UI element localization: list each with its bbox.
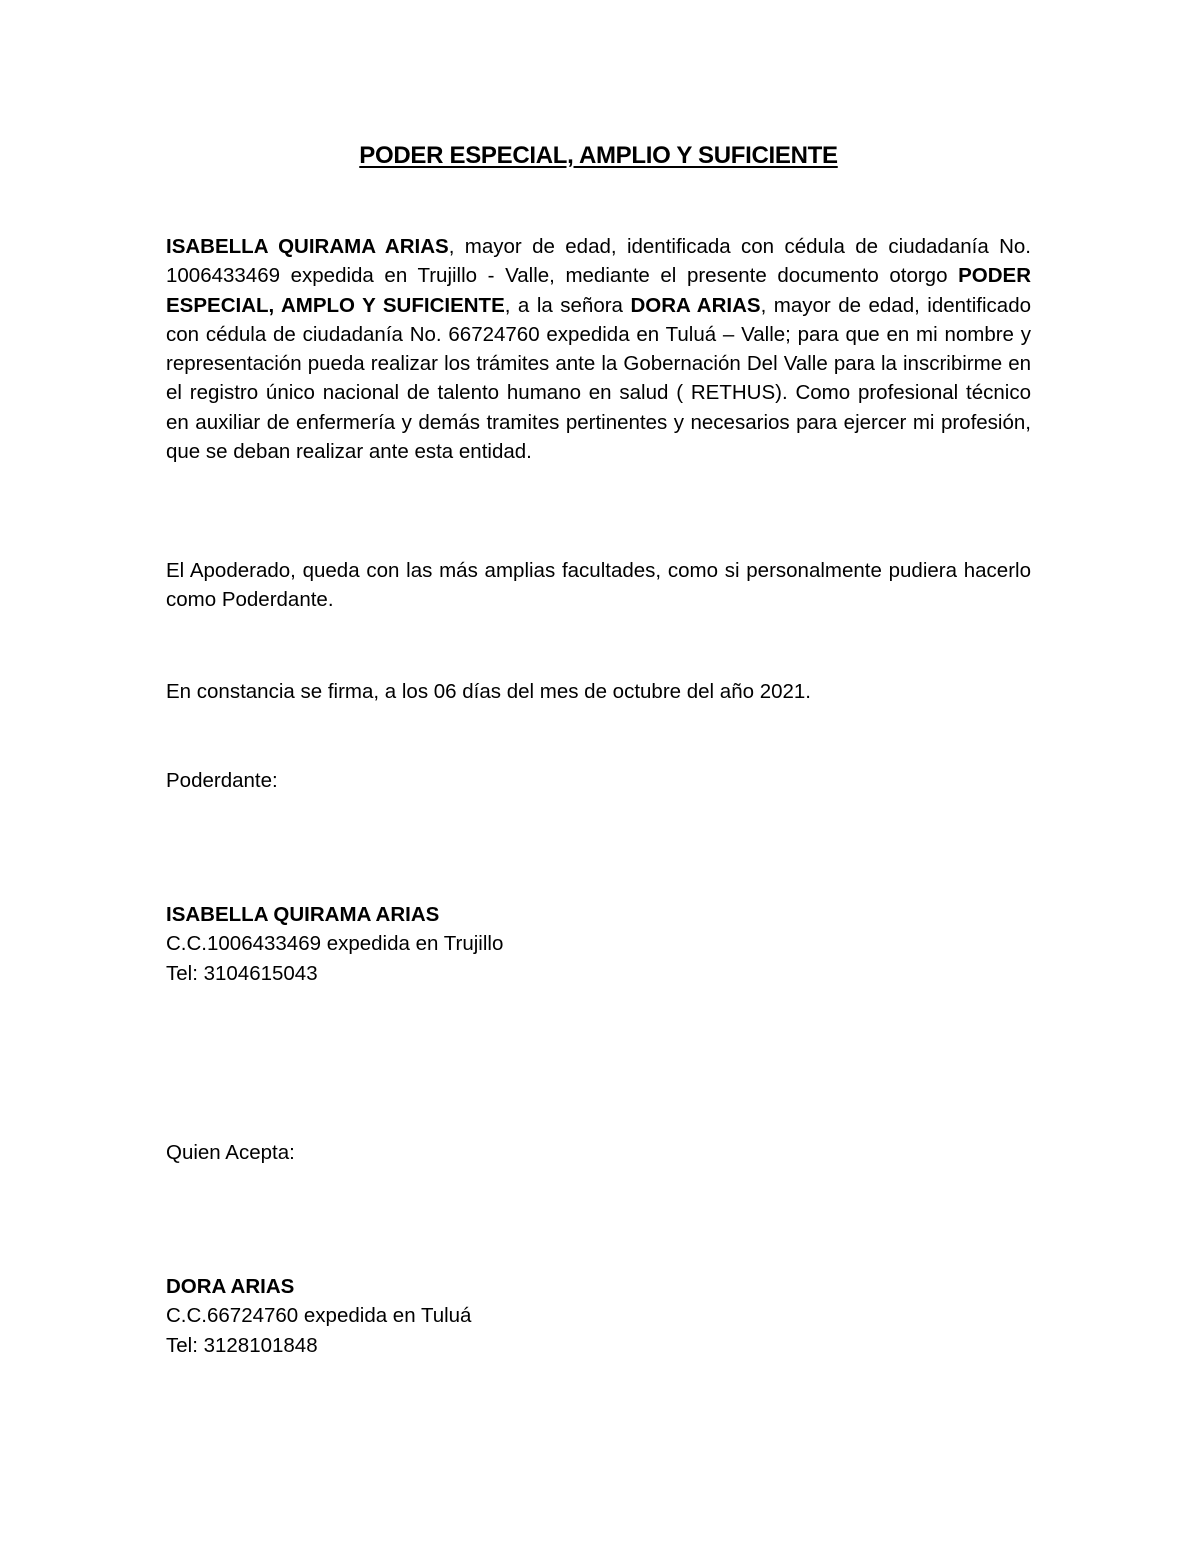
grantor-label: Poderdante: xyxy=(166,769,278,792)
acceptor-signature-phone: Tel: 3128101848 xyxy=(166,1333,318,1357)
paragraph-grant-text-a: , mayor de edad, identificada con cédula de ciudadanía No. 1006433469 expedida en Trujillo - Valle, mediante el presente documento otorgo xyxy=(166,235,1031,288)
acceptor-signature-id: C.C.66724760 expedida en Tuluá xyxy=(166,1304,472,1328)
power-name-inline: PODER ESPECIAL, AMPLO Y SUFICIENTE xyxy=(166,264,1031,317)
grantor-signature-phone: Tel: 3104615043 xyxy=(166,961,318,985)
attorney-name-inline: DORA ARIAS xyxy=(630,293,761,317)
acceptor-signature-name: DORA ARIAS xyxy=(166,1275,295,1298)
document-title: PODER ESPECIAL, AMPLIO Y SUFICIENTE xyxy=(359,142,838,169)
paragraph-grant-text-b: , a la señora xyxy=(504,293,631,317)
grantor-signature-id: C.C.1006433469 expedida en Trujillo xyxy=(166,932,504,956)
acceptor-signature-block xyxy=(166,1272,471,1360)
grantor-signature-name: ISABELLA QUIRAMA ARIAS xyxy=(166,903,440,926)
acceptor-label: Quien Acepta: xyxy=(166,1141,295,1164)
paragraph-faculties: El Apoderado, queda con las más amplias facultades, como si personalmente pudiera hacerlo como Poderdante. xyxy=(166,559,1031,612)
document-page xyxy=(166,0,1031,1553)
paragraph-grant xyxy=(166,232,1031,466)
paragraph-grant-text-c: , mayor de edad, identificado con cédula de ciudadanía No. 66724760 expedida en Tuluá – Valle; para que en mi nombre y representación pueda realizar los trámites ante la Gobernación Del Valle para la inscribirme en el registro único nacional de talento humano en salud ( RETHUS). Como profesional técnico en auxiliar de enfermería y demás tramites pertinentes y necesarios para ejercer mi profesión, que se deban realizar ante esta entidad. xyxy=(166,293,1032,464)
grantor-name-inline: ISABELLA QUIRAMA ARIAS xyxy=(166,235,449,258)
grantor-signature-block xyxy=(166,900,503,988)
paragraph-signed-date: En constancia se firma, a los 06 días del mes de octubre del año 2021. xyxy=(166,680,811,703)
